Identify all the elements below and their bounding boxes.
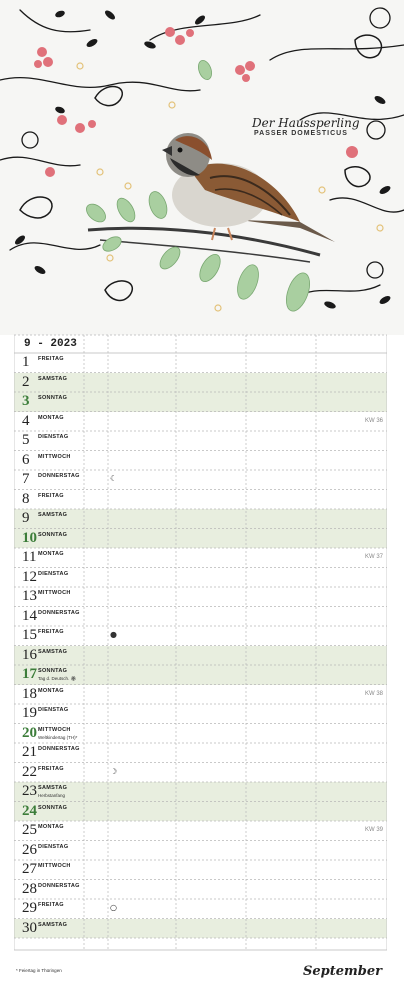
day-number: 16 — [22, 646, 37, 663]
week-number: KW 38 — [364, 690, 383, 697]
day-number: 11 — [22, 549, 37, 565]
day-name: DONNERSTAG — [38, 746, 80, 752]
day-number: 9 — [22, 510, 30, 526]
day-name: SAMSTAG — [38, 785, 68, 791]
day-number: 24 — [22, 802, 37, 819]
day-name: MITTWOCH — [38, 453, 71, 460]
day-number: 4 — [22, 412, 30, 429]
calendar-grid — [14, 333, 387, 961]
day-number: 1 — [22, 354, 30, 370]
day-number: 27 — [22, 861, 37, 877]
day-number: 5 — [22, 432, 30, 448]
day-name: MONTAG — [38, 551, 64, 557]
day-name: SAMSTAG — [38, 921, 68, 928]
day-number: 12 — [22, 568, 37, 585]
plate-subtitle: PASSER DOMESTICUS — [254, 130, 348, 137]
day-number: 2 — [22, 373, 30, 390]
day-name: DIENSTAG — [38, 434, 69, 440]
day-number: 19 — [22, 705, 37, 721]
day-number: 29 — [22, 900, 37, 916]
month-name: September — [303, 964, 382, 979]
day-number: 28 — [22, 880, 37, 897]
day-name: SAMSTAG — [38, 512, 68, 518]
plate-title: Der Haussperling — [252, 116, 360, 130]
full-moon-icon: ○ — [110, 903, 117, 912]
day-name: SONNTAG — [38, 531, 68, 538]
day-number: 21 — [22, 744, 37, 760]
day-name: DONNERSTAG — [38, 473, 80, 479]
day-number: 30 — [22, 919, 37, 936]
day-number: 10 — [22, 529, 37, 546]
day-name: SONNTAG — [38, 668, 68, 674]
day-number: 15 — [22, 627, 37, 643]
first-quarter-icon: ☽ — [110, 766, 118, 776]
day-name: MONTAG — [38, 824, 64, 830]
footnote: * Feiertag in Thüringen — [16, 968, 62, 973]
day-number: 17 — [22, 666, 37, 682]
day-name: DONNERSTAG — [38, 609, 80, 616]
day-name: MONTAG — [38, 414, 64, 421]
day-name: FREITAG — [38, 492, 64, 499]
day-name: DIENSTAG — [38, 707, 69, 713]
day-name: SAMSTAG — [38, 375, 68, 382]
day-name: FREITAG — [38, 902, 64, 908]
day-name: FREITAG — [38, 765, 64, 772]
day-number: 7 — [22, 471, 30, 487]
day-name: FREITAG — [38, 356, 64, 362]
day-number: 20 — [22, 724, 37, 741]
day-name: DONNERSTAG — [38, 882, 80, 889]
last-quarter-icon: ☾ — [110, 474, 118, 483]
week-number: KW 39 — [364, 827, 383, 833]
holiday-label: Weltkindertag (TH)* — [38, 734, 78, 740]
day-name: MITTWOCH — [38, 863, 71, 869]
day-number: 6 — [22, 451, 30, 468]
week-number: KW 36 — [364, 417, 383, 424]
day-name: SAMSTAG — [38, 648, 68, 655]
month-year-header: 9 - 2023 — [24, 338, 77, 350]
day-number: 14 — [22, 607, 37, 624]
day-number: 8 — [22, 490, 30, 507]
week-number: KW 37 — [364, 554, 383, 560]
day-name: MONTAG — [38, 687, 64, 694]
day-number: 18 — [22, 685, 37, 702]
holiday-label: Tag d. Deutsch. 🏵 — [38, 676, 77, 681]
day-number: 25 — [22, 822, 37, 838]
day-name: DIENSTAG — [38, 570, 69, 577]
day-name: MITTWOCH — [38, 590, 71, 596]
sparrow-illustration — [0, 0, 404, 335]
day-name: SONNTAG — [38, 395, 68, 401]
day-number: 26 — [22, 841, 37, 858]
day-number: 22 — [22, 763, 37, 780]
day-name: DIENSTAG — [38, 843, 69, 850]
day-number: 3 — [22, 393, 30, 409]
day-name: MITTWOCH — [38, 726, 71, 733]
day-number: 13 — [22, 588, 37, 604]
new-moon-icon: ● — [110, 630, 117, 639]
holiday-label: Herbstanfang — [38, 793, 66, 798]
day-number: 23 — [22, 783, 37, 799]
day-name: SONNTAG — [38, 804, 68, 811]
day-name: FREITAG — [38, 629, 64, 635]
